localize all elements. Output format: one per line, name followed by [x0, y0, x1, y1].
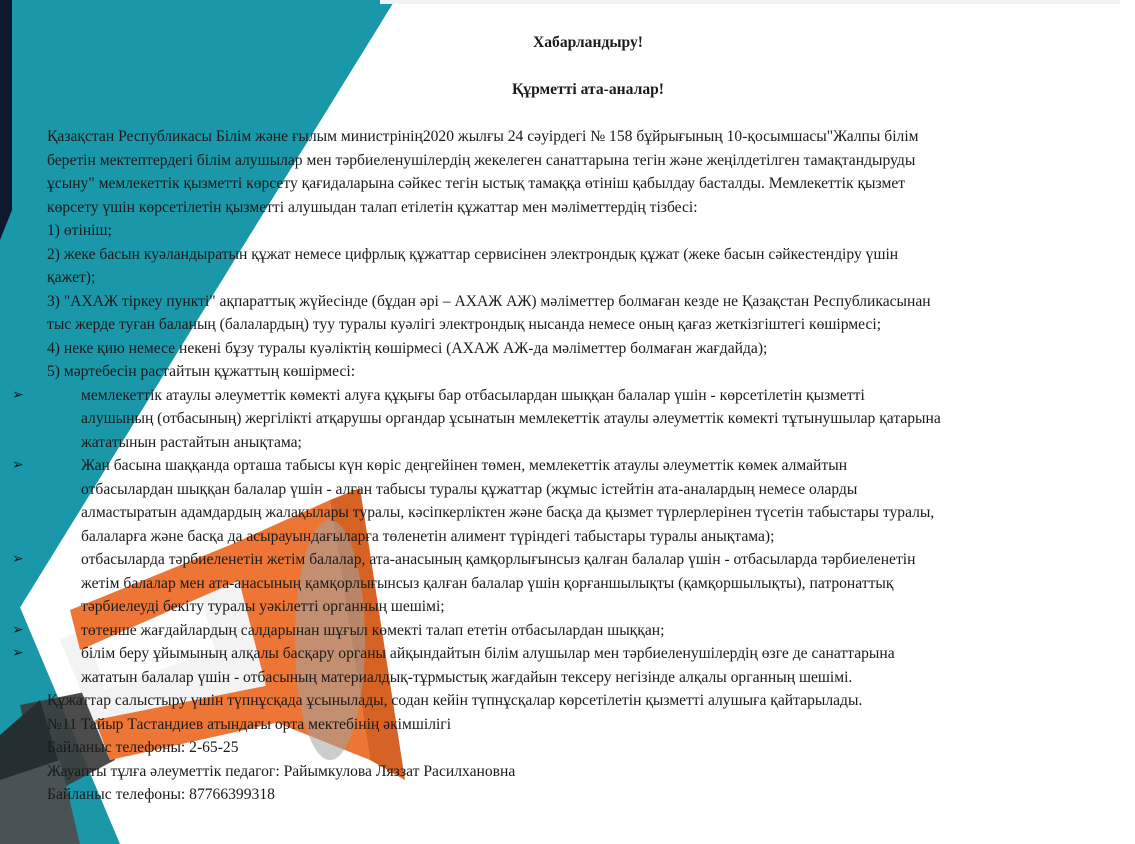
list-item: 5) мәртебесін растайтын құжаттың көшірмесі:	[47, 363, 356, 380]
closing-line: Құжаттар салыстыру үшін түпнұсқада ұсынылады, содан кейін түпнұсқалар көрсетілетін қызметті алушыға қайтарылады.	[47, 692, 863, 709]
bullet-line: отбасылардан шыққан балалар үшін - алған табысы туралы құжаттар (жұмыс істейтін ата-аналардың немесе оларды	[81, 481, 858, 498]
bullet-line: алушының (отбасының) жергілікті атқарушы органдар ұсынатын мемлекеттік атаулы әлеуметтік көмекті тұтынушылар қатарына	[81, 410, 941, 427]
arrowhead-bullet-icon: ➢	[12, 622, 24, 638]
list-item: 1) өтініш;	[47, 222, 112, 239]
contact-phone: Байланыс телефоны: 87766399318	[47, 786, 275, 803]
intro-line: көрсету үшін көрсетілетін қызметті алушыдан талап етілетін құжаттар мен мәліметтердің тізбесі:	[47, 199, 698, 216]
announcement-title: Хабарландыру!	[533, 34, 643, 51]
arrowhead-bullet-icon: ➢	[12, 457, 24, 473]
bullet-line: төтенше жағдайлардың салдарынан шұғыл көмекті талап ететін отбасылардан шыққан;	[81, 622, 665, 639]
bullet-line: Жан басына шаққанда орташа табысы күн көріс деңгейінен төмен, мемлекеттік атаулы әлеуметтік көмек алмайтын	[81, 457, 848, 474]
bullet-line: жататынын растайтын анықтама;	[81, 434, 302, 451]
bullet-line: алмастыратын адамдардың жалақылары туралы, кәсіпкерліктен және басқа да қызмет түрлерлерінен түсетін табыстары туралы,	[81, 504, 935, 521]
list-item: 3) "АХАЖ тіркеу пункті" ақпараттық жүйесінде (бұдан әрі – АХАЖ АЖ) мәліметтер болмаған кезде не Қазақстан Республикасынан	[47, 293, 931, 310]
list-item: 2) жеке басын куәландыратын құжат немесе цифрлық құжаттар сервисінен электрондық құжат (жеке басын сәйкестендіру үшін	[47, 246, 899, 263]
bullet-line: білім беру ұйымының алқалы басқару органы айқындайтын білім алушылар мен тәрбиеленушілердің өзге де санаттарына	[81, 645, 895, 662]
arrowhead-bullet-icon: ➢	[12, 645, 24, 661]
contact-phone: Байланыс телефоны: 2-65-25	[47, 739, 239, 756]
bullet-line: отбасыларда тәрбиеленетін жетім балалар, ата-анасының қамқорлығынсыз қалған балалар үшін - отбасыларда тәрбиеленетін	[81, 551, 916, 568]
bullet-line: жетім балалар мен ата-анасының қамқорлығынсыз қалған балалар үшін қорғаншылықты (қамқоршылықты), патронаттық	[81, 575, 894, 592]
intro-line: ұсыну" мемлекеттік қызметті көрсету қағидаларына сәйкес тегін ыстық тамаққа өтініш қабылдау басталды. Мемлекеттік қызмет	[47, 175, 906, 192]
arrowhead-bullet-icon: ➢	[12, 551, 24, 567]
intro-line: Қазақстан Республикасы Білім және ғылым министрінің2020 жылғы 24 сәуірдегі № 158 бұйрығының 10-қосымшасы"Жалпы білім	[47, 128, 919, 145]
bullet-line: балаларға және басқа да асырауындағыларға төленетін алимент түріндегі табыстары туралы анықтама);	[81, 528, 775, 545]
bullet-line: мемлекеттік атаулы әлеуметтік көмекті алуға құқығы бар отбасылардан шыққан балалар үшін - көрсетілетін қызметті	[81, 387, 865, 404]
greeting-title: Құрметті ата-аналар!	[512, 81, 664, 98]
list-item: қажет);	[47, 269, 96, 286]
bullet-line: жататын балалар үшін - отбасының материалдық-тұрмыстық жағдайын тексеру негізінде алқалы органның шешімі.	[81, 669, 853, 686]
arrowhead-bullet-icon: ➢	[12, 387, 24, 403]
list-item: тыс жерде туған баланың (балалардың) туу туралы куәлігі электрондық нысанда немесе оның қағаз жеткізгіштегі көшірмесі;	[47, 316, 882, 333]
responsible-person: Жауапты тұлға әлеуметтік педагог: Райымкулова Ляззат Расилхановна	[47, 763, 516, 780]
intro-line: беретін мектептердегі білім алушылар мен тәрбиеленушілердің жекелеген санаттарына тегін және жеңілдетілген тамақтандыруды	[47, 152, 916, 169]
list-item: 4) неке қию немесе некені бұзу туралы куәліктің көшірмесі (АХАЖ АЖ-да мәліметтер болмаған жағдайда);	[47, 340, 768, 357]
bullet-line: тәрбиелеуді бекіту туралы уәкілетті органның шешімі;	[81, 598, 445, 615]
school-administration: №11 Тайыр Тастандиев атындағы орта мектебінің әкімшілігі	[47, 716, 452, 733]
